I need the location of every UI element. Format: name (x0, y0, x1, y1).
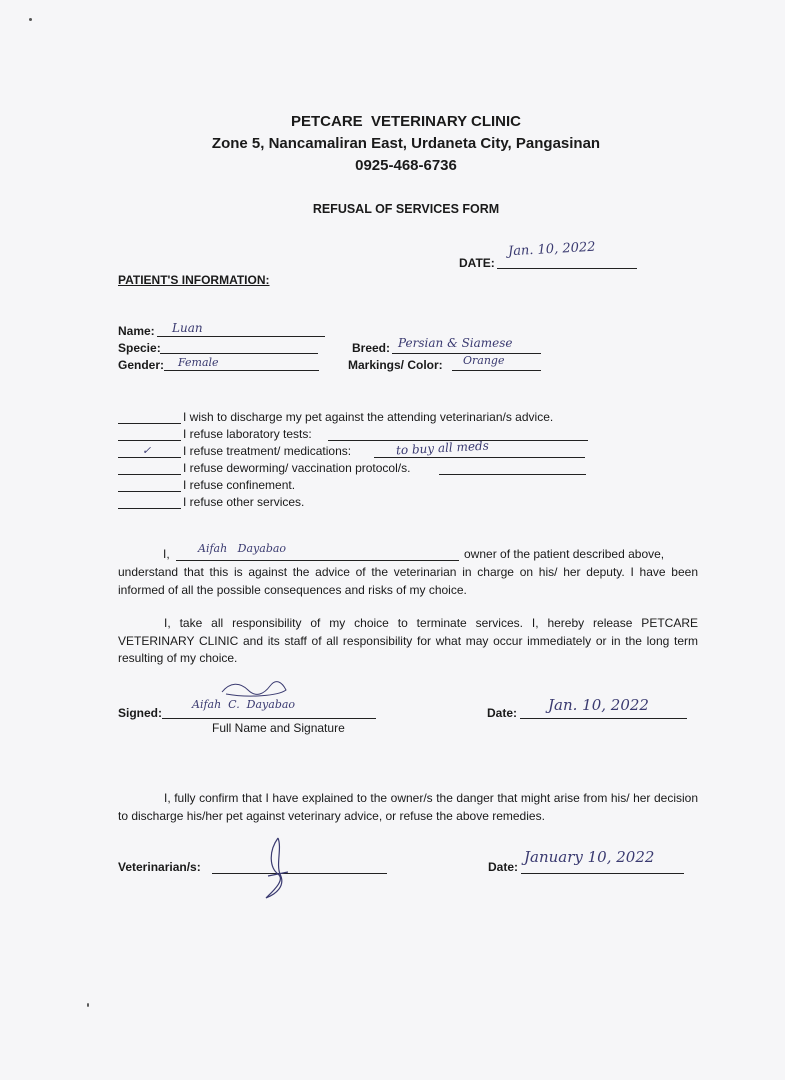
scan-speck (87, 1003, 89, 1007)
owner-date-value: Jan. 10, 2022 (548, 696, 649, 714)
refusal-label-4: I refuse deworming/ vaccination protocol/s. (183, 461, 411, 475)
markings-underline (452, 370, 541, 371)
specie-label: Specie: (118, 341, 161, 355)
owner-name: Aifah Dayabao (198, 542, 287, 555)
breed-value: Persian & Siamese (398, 336, 513, 350)
name-label: Name: (118, 324, 155, 338)
clinic-address: Zone 5, Nancamaliran East, Urdaneta City, Pangasinan (211, 135, 601, 152)
gender-label: Gender: (118, 358, 165, 372)
refusal-detail-line-4 (439, 474, 586, 475)
refusal-blank-5 (118, 491, 181, 492)
markings-label: Markings/ Color: (348, 358, 443, 372)
markings-value: Orange (463, 354, 505, 367)
refusal-label-3: I refuse treatment/ medications: (183, 444, 352, 458)
owner-date-underline (520, 718, 687, 719)
owner-text-rest: understand that this is against the advice of the veterinarian in charge on his/ her deputy. I have been informed of all the possible consequences and risks of my choice. (118, 565, 698, 597)
refusal-label-1: I wish to discharge my pet against the attending veterinarian/s advice. (183, 410, 554, 424)
clinic-name: PETCARE VETERINARY CLINIC (290, 113, 522, 130)
scan-speck (29, 18, 32, 21)
owner-prefix: I, (163, 547, 170, 561)
vet-date-underline (521, 873, 684, 874)
owner-date-label: Date: (487, 706, 518, 720)
refusal-detail-3: to buy all meds (395, 438, 490, 458)
signature-caption: Full Name and Signature (212, 721, 345, 735)
vet-date-label: Date: (488, 860, 519, 874)
specie-underline (160, 353, 318, 354)
name-underline (157, 336, 325, 337)
vet-paragraph: I, fully confirm that I have explained to the owner/s the danger that might arise from his/ her decision to discharge his/her pet against veterinary advice, or refuse the above remedies. (118, 791, 698, 823)
refusal-label-6: I refuse other services. (183, 495, 305, 509)
refusal-blank-1 (118, 423, 181, 424)
section-title: PATIENT'S INFORMATION: (118, 273, 270, 287)
vet-signature-scribble (258, 834, 294, 904)
date-value: Jan. 10, 2022 (507, 239, 596, 260)
refusal-blank-3 (118, 457, 181, 458)
gender-value: Female (178, 356, 219, 369)
vet-label: Veterinarian/s: (118, 860, 201, 874)
date-underline (497, 268, 637, 269)
signature-underline (162, 718, 376, 719)
owner-name-underline (176, 560, 459, 561)
date-label: DATE: (459, 256, 495, 270)
signed-label: Signed: (118, 706, 162, 720)
refusal-blank-6 (118, 508, 181, 509)
form-title: REFUSAL OF SERVICES FORM (312, 202, 500, 216)
refusal-blank-4 (118, 474, 181, 475)
refusal-label-2: I refuse laboratory tests: (183, 427, 312, 441)
refusal-checkmark-3: ✓ (142, 444, 152, 457)
breed-label: Breed: (352, 341, 391, 355)
owner-signature-name: Aifah C. Dayabao (192, 698, 296, 711)
refusal-blank-2 (118, 440, 181, 441)
name-value: Luan (172, 321, 203, 335)
owner-signature-scribble (218, 678, 290, 700)
clinic-phone: 0925-468-6736 (355, 157, 457, 174)
vet-signature-underline (212, 873, 387, 874)
gender-underline (164, 370, 319, 371)
refusal-detail-line-3 (374, 457, 585, 458)
release-paragraph: I, take all responsibility of my choice to terminate services. I, hereby release PETCARE VETERINARY CLINIC and its staff of all responsibility for what may occur immediately or in the long term resulting of my choice. (118, 616, 698, 665)
refusal-label-5: I refuse confinement. (183, 478, 296, 492)
vet-date-value: January 10, 2022 (524, 848, 655, 866)
owner-text-after-name: owner of the patient described above, (464, 547, 665, 561)
